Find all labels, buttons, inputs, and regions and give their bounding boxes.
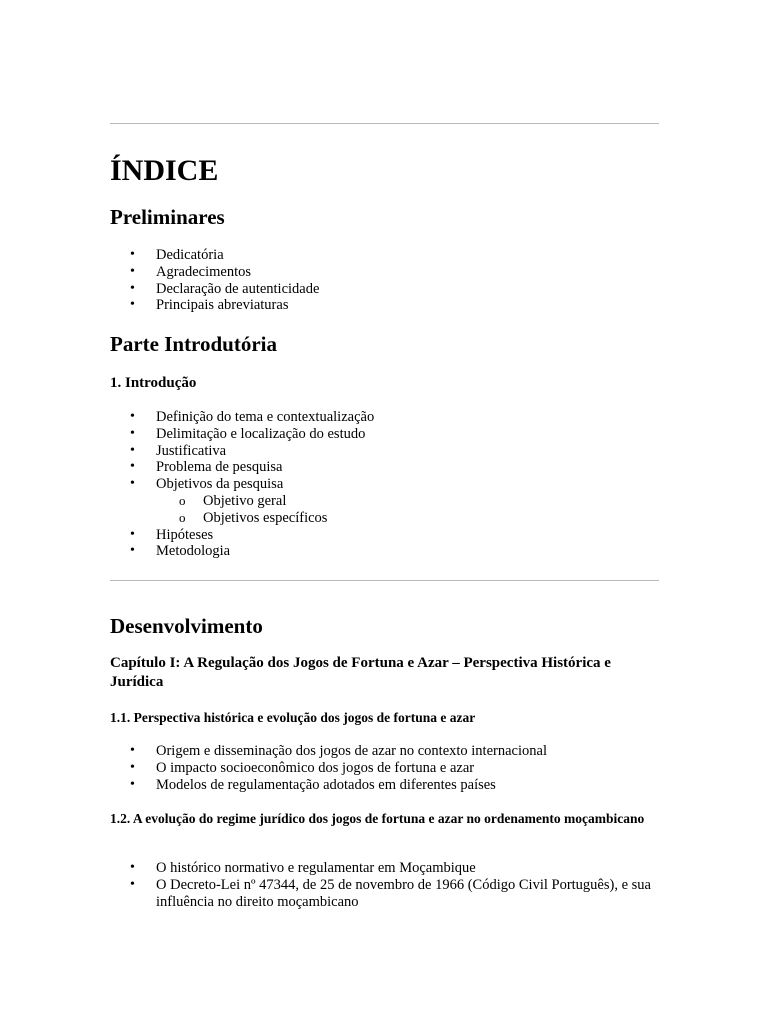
bullet-disc-icon: • bbox=[130, 459, 135, 475]
list-item: • Principais abreviaturas bbox=[130, 297, 289, 314]
bullet-circle-icon: o bbox=[179, 492, 186, 508]
section-1-2-heading: 1.2. A evolução do regime jurídico dos jogos de fortuna e azar no ordenamento moçambicano bbox=[110, 811, 645, 826]
bullet-disc-icon: • bbox=[130, 759, 135, 775]
sub-list-item: o Objetivo geral bbox=[179, 492, 287, 509]
index-title: ÍNDICE bbox=[110, 154, 219, 187]
list-item: • Dedicatória bbox=[130, 247, 224, 263]
list-item: • Justificativa bbox=[130, 442, 227, 459]
list-item: • Delimitação e localização do estudo bbox=[130, 425, 366, 442]
bullet-disc-icon: • bbox=[130, 543, 135, 559]
sub-list-item: o Objetivos específicos bbox=[179, 509, 328, 526]
section-1-1-heading: 1.1. Perspectiva histórica e evolução dos jogos de fortuna e azar bbox=[110, 710, 476, 725]
bullet-disc-icon: • bbox=[130, 425, 135, 441]
bullet-circle-icon: o bbox=[179, 509, 186, 525]
section-1-2-list bbox=[110, 860, 659, 910]
list-item: • O impacto socioeconômico dos jogos de fortuna e azar bbox=[130, 759, 475, 776]
bullet-disc-icon: • bbox=[130, 297, 135, 313]
bullet-disc-icon: • bbox=[130, 247, 135, 262]
list-item: • Origem e disseminação dos jogos de azar no contexto internacional bbox=[130, 743, 547, 759]
capitulo-1-heading: Capítulo I: A Regulação dos Jogos de Fortuna e Azar – Perspectiva Histórica e Jurídica bbox=[110, 655, 611, 690]
list-item: • O Decreto-Lei nº 47344, de 25 de novembro de 1966 (Código Civil Português), e sua influência no direito moçambicano bbox=[130, 876, 651, 910]
introducao-heading: 1. Introdução bbox=[110, 375, 197, 391]
list-item: • Metodologia bbox=[130, 543, 231, 560]
list-item: • Problema de pesquisa bbox=[130, 459, 283, 476]
bullet-disc-icon: • bbox=[130, 876, 135, 892]
bullet-disc-icon: • bbox=[130, 476, 135, 492]
list-item: • Definição do tema e contextualização bbox=[130, 409, 375, 425]
preliminares-heading: Preliminares bbox=[110, 205, 225, 229]
bullet-disc-icon: • bbox=[130, 409, 135, 424]
bullet-disc-icon: • bbox=[130, 526, 135, 542]
desenvolvimento-heading: Desenvolvimento bbox=[110, 614, 263, 638]
parte-introdutoria-heading: Parte Introdutória bbox=[110, 332, 278, 356]
list-item: • Agradecimentos bbox=[130, 263, 252, 280]
list-item: • Objetivos da pesquisa bbox=[130, 476, 284, 493]
top-divider bbox=[110, 123, 659, 124]
bullet-disc-icon: • bbox=[130, 442, 135, 458]
bullet-disc-icon: • bbox=[130, 280, 135, 296]
bullet-disc-icon: • bbox=[130, 263, 135, 279]
list-item: • Modelos de regulamentação adotados em diferentes países bbox=[130, 776, 496, 793]
bullet-disc-icon: • bbox=[130, 743, 135, 758]
list-item: • Declaração de autenticidade bbox=[130, 280, 320, 297]
preliminares-list bbox=[110, 247, 659, 314]
introducao-list bbox=[110, 409, 659, 560]
bullet-disc-icon: • bbox=[130, 860, 135, 875]
list-item: • O histórico normativo e regulamentar em Moçambique bbox=[130, 860, 476, 876]
section-1-1-list bbox=[110, 743, 659, 793]
section-divider bbox=[110, 580, 659, 581]
list-item: • Hipóteses bbox=[130, 526, 214, 543]
bullet-disc-icon: • bbox=[130, 776, 135, 792]
